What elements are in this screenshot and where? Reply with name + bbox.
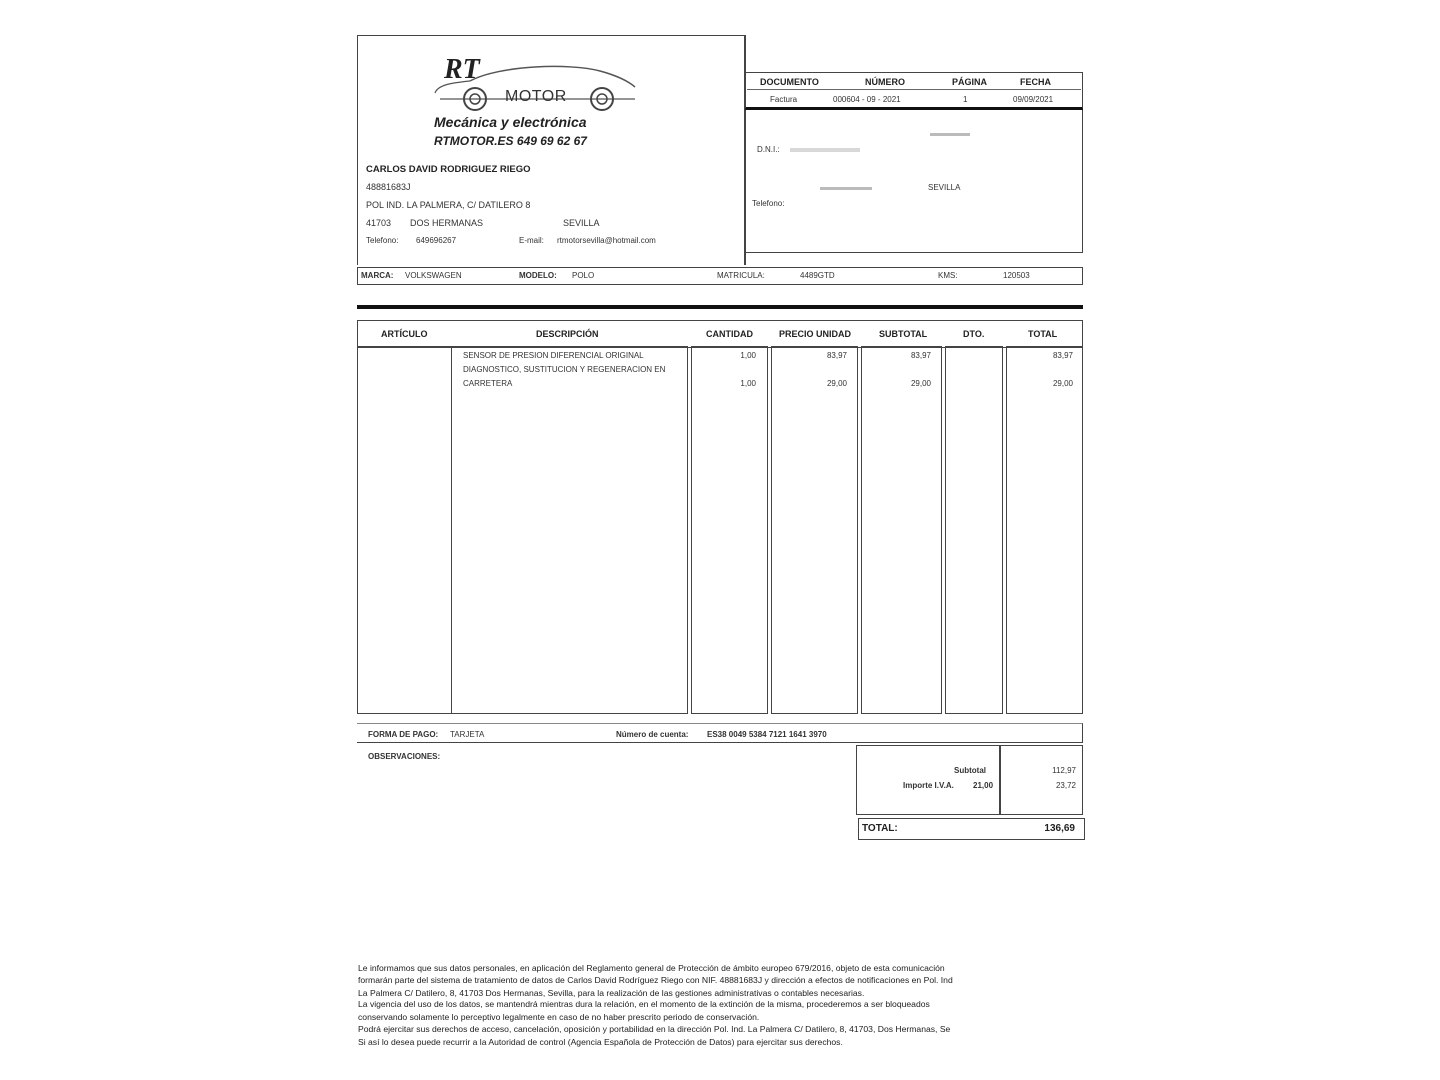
col-descripcion	[451, 346, 688, 714]
vehicle-plate: 4489GTD	[800, 271, 835, 280]
legal-line-3: La Palmera C/ Datilero, 8, 41703 Dos Hermanas, Sevilla, para la realización de las gestiones administrativas o contables necesarias.	[358, 988, 865, 998]
total-value: 136,69	[1044, 823, 1075, 834]
company-email: rtmotorsevilla@hotmail.com	[557, 236, 656, 245]
col-articulo	[357, 346, 451, 714]
th-total: TOTAL	[1028, 329, 1058, 339]
row2-quantity: 1,00	[740, 379, 756, 388]
col-precio	[771, 346, 858, 714]
iva-value: 23,72	[1055, 781, 1076, 790]
section-divider	[357, 305, 1083, 309]
row1-description: SENSOR DE PRESION DIFERENCIAL ORIGINAL	[463, 351, 644, 360]
legal-line-2: formarán parte del sistema de tratamiento de datos de Carlos David Rodríguez Riego con NIF. 48881683J y dirección a efectos de notificaciones en Pol. Ind	[358, 975, 953, 985]
iva-label: Importe I.V.A.	[903, 781, 954, 790]
company-postal-code: 41703	[366, 218, 392, 228]
company-address: POL IND. LA PALMERA, C/ DATILERO 8	[366, 200, 531, 210]
client-box	[745, 110, 1083, 253]
th-articulo: ARTÍCULO	[381, 329, 428, 339]
doc-value-numero: 000604 - 09 - 2021	[833, 95, 901, 104]
doc-value-documento: Factura	[770, 95, 798, 104]
legal-line-5: conservando solamente lo perceptivo legalmente en caso de no haber prescrito periodo de conservación.	[358, 1012, 760, 1022]
client-phone-label: Telefono:	[752, 199, 785, 208]
company-phone-label: Telefono:	[366, 236, 399, 245]
totals-box-divider	[999, 745, 1001, 815]
col-cantidad	[691, 346, 768, 714]
client-address-redacted	[820, 187, 872, 190]
vehicle-kms: 120503	[1003, 271, 1030, 280]
client-dni-label: D.N.I.:	[757, 145, 780, 154]
payment-label: FORMA DE PAGO:	[368, 730, 439, 739]
observations-label: OBSERVACIONES:	[368, 752, 441, 761]
company-owner: CARLOS DAVID RODRIGUEZ RIEGO	[366, 164, 531, 175]
iva-rate: 21,00	[973, 781, 994, 790]
col-dto	[945, 346, 1003, 714]
company-city: DOS HERMANAS	[410, 218, 484, 228]
company-phone: 649696267	[416, 236, 457, 245]
vehicle-brand-label: MARCA:	[361, 271, 394, 280]
company-tagline: Mecánica y electrónica	[434, 114, 587, 130]
doc-label-numero: NÚMERO	[865, 77, 905, 87]
company-province: SEVILLA	[563, 218, 600, 228]
vehicle-model: POLO	[572, 271, 595, 280]
row2-total: 29,00	[1052, 379, 1073, 388]
row2-description-line2: CARRETERA	[463, 379, 513, 388]
subtotal-value: 112,97	[1052, 766, 1076, 775]
totals-box	[856, 745, 1083, 815]
vehicle-model-label: MODELO:	[519, 271, 557, 280]
legal-line-1: Le informamos que sus datos personales, en aplicación del Reglamento general de Protección de ámbito europeo 679/2016, objeto de esta comunicación	[358, 963, 945, 973]
vehicle-kms-label: KMS:	[938, 271, 958, 280]
doc-header-divider	[747, 89, 1081, 90]
company-web-phone: RTMOTOR.ES 649 69 62 67	[434, 134, 587, 148]
th-subtotal: SUBTOTAL	[879, 329, 928, 339]
client-name-redacted	[930, 133, 970, 136]
row1-subtotal: 83,97	[910, 351, 931, 360]
logo-rt: RT	[444, 54, 480, 85]
company-nif: 48881683J	[366, 182, 411, 192]
client-dni-redacted	[790, 148, 860, 152]
doc-value-pagina: 1	[963, 95, 968, 104]
th-precio-unidad: PRECIO UNIDAD	[779, 329, 852, 339]
col-subtotal	[861, 346, 942, 714]
account-number: ES38 0049 5384 7121 1641 3970	[707, 730, 827, 739]
legal-line-6: Podrá ejercitar sus derechos de acceso, cancelación, oposición y portabilidad en la dirección Pol. Ind. La Palmera C/ Datilero, 8, 41703, Dos Hermanas, Se	[358, 1024, 951, 1034]
total-label: TOTAL:	[862, 823, 898, 834]
account-label: Número de cuenta:	[616, 730, 689, 739]
legal-line-7: Si así lo desea puede recurrir a la Autoridad de control (Agencia Española de Protección de Datos) para ejercitar sus derechos.	[358, 1037, 843, 1047]
doc-label-fecha: FECHA	[1020, 77, 1051, 87]
subtotal-label: Subtotal	[954, 766, 986, 775]
th-descripcion: DESCRIPCIÓN	[536, 329, 599, 339]
doc-label-pagina: PÁGINA	[952, 77, 988, 87]
row2-unit-price: 29,00	[826, 379, 847, 388]
client-province: SEVILLA	[928, 183, 961, 192]
vehicle-plate-label: MATRICULA:	[717, 271, 765, 280]
logo-motor: MOTOR	[505, 88, 567, 105]
company-email-label: E-mail:	[519, 236, 544, 245]
row1-total: 83,97	[1052, 351, 1073, 360]
th-dto: DTO.	[963, 329, 985, 339]
doc-value-fecha: 09/09/2021	[1013, 95, 1054, 104]
vehicle-brand: VOLKSWAGEN	[405, 271, 462, 280]
row2-subtotal: 29,00	[910, 379, 931, 388]
legal-line-4: La vigencia del uso de los datos, se mantendrá mientras dura la relación, en el momento de la extinción de la misma, procederemos a ser bloqueados	[358, 999, 930, 1009]
row1-unit-price: 83,97	[826, 351, 847, 360]
doc-label-documento: DOCUMENTO	[760, 77, 819, 87]
col-total	[1006, 346, 1083, 714]
th-cantidad: CANTIDAD	[706, 329, 753, 339]
payment-method: TARJETA	[450, 730, 485, 739]
row2-description-line1: DIAGNOSTICO, SUSTITUCION Y REGENERACION EN	[463, 365, 666, 374]
row1-quantity: 1,00	[740, 351, 756, 360]
